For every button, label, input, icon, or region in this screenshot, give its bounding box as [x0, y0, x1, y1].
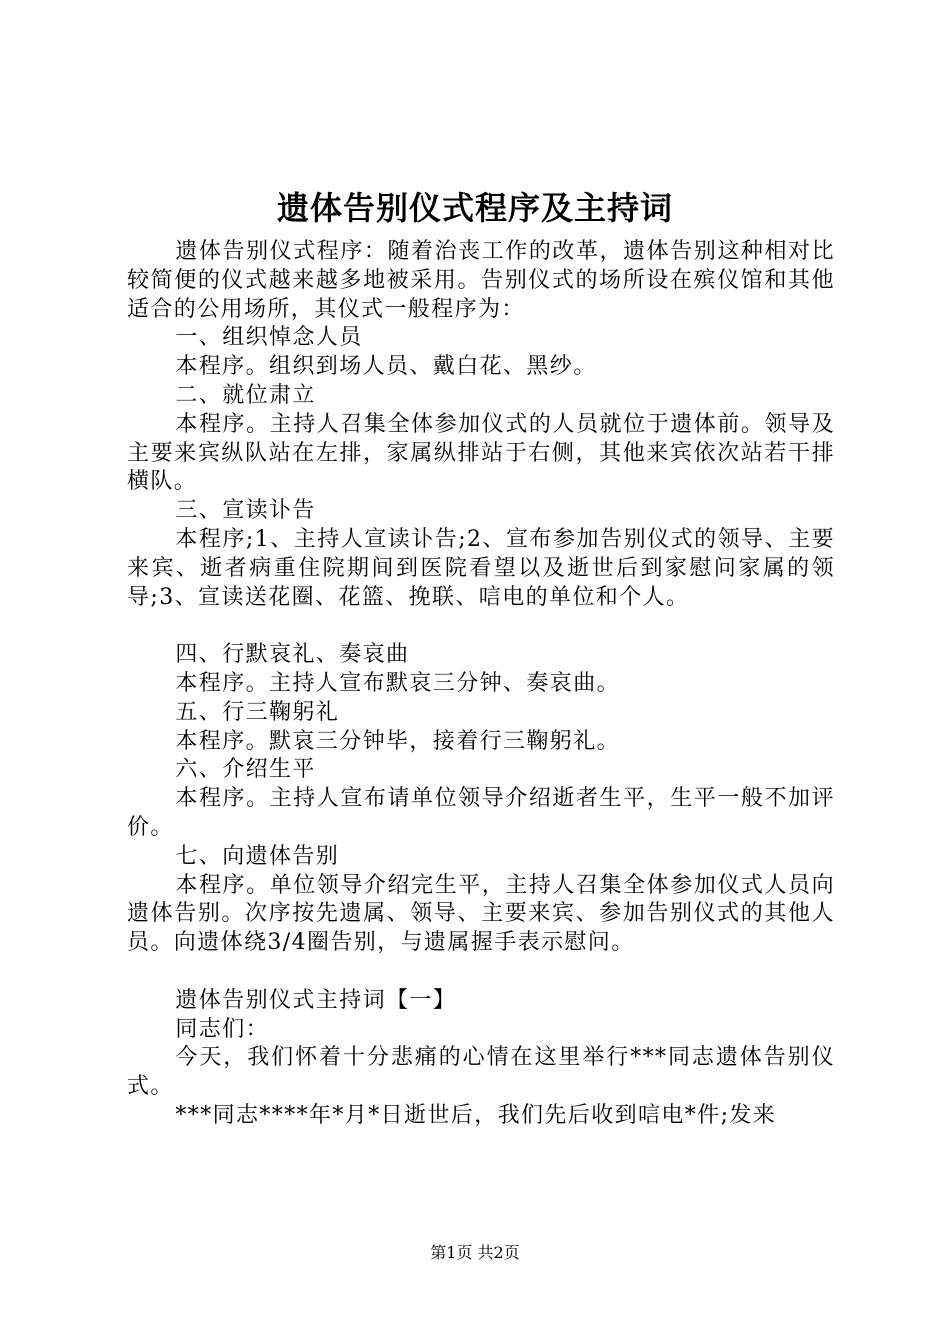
- paragraph: 本程序。主持人宣布请单位领导介绍逝者生平，生平一般不加评价。: [127, 786, 835, 840]
- section-heading: 四、行默哀礼、奏哀曲: [175, 642, 410, 668]
- section-heading: 二、就位肃立: [175, 382, 316, 408]
- paragraph: ***同志****年*月*日逝世后，我们先后收到唁电*件;发来: [175, 1102, 777, 1128]
- paragraph: 今天，我们怀着十分悲痛的心情在这里举行***同志遗体告别仪式。: [127, 1045, 835, 1100]
- section-heading: 七、向遗体告别: [175, 843, 340, 869]
- paragraph: 本程序。主持人召集全体参加仪式的人员就位于遗体前。领导及主要来宾纵队站在左排，家属纵排站于右侧，其他来宾依次站若干排横队。: [127, 411, 835, 495]
- document-title: 遗体告别仪式程序及主持词: [276, 189, 673, 227]
- blank-line: [127, 612, 835, 641]
- blank-line: [127, 958, 835, 987]
- paragraph: 本程序。主持人宣布默哀三分钟、奏哀曲。: [175, 670, 620, 696]
- section-heading: 遗体告别仪式主持词【一】: [175, 987, 457, 1013]
- section-heading: 三、宣读讣告: [175, 498, 316, 524]
- page-number: 第1页 共2页: [430, 1243, 520, 1262]
- paragraph: 本程序;1、主持人宣读讣告;2、宣布参加告别仪式的领导、主要来宾、逝者病重住院期间到医院看望以及逝世后到家慰问家属的领导;3、宣读送花圈、花篮、挽联、唁电的单位和个人。: [127, 526, 835, 610]
- section-heading: 六、介绍生平: [175, 757, 316, 783]
- salutation: 同志们：: [175, 1016, 269, 1042]
- section-heading: 五、行三鞠躬礼: [175, 699, 340, 725]
- paragraph: 本程序。组织到场人员、戴白花、黑纱。: [175, 354, 597, 380]
- paragraph: 本程序。默哀三分钟毕，接着行三鞠躬礼。: [175, 728, 620, 754]
- paragraph: 本程序。单位领导介绍完生平，主持人召集全体参加仪式人员向遗体告别。次序按先遗属、领导、主要来宾、参加告别仪式的其他人员。向遗体绕3/4圈告别，与遗属握手表示慰问。: [127, 872, 835, 956]
- paragraph: 遗体告别仪式程序：随着治丧工作的改革，遗体告别这种相对比较简便的仪式越来越多地被采用。告别仪式的场所设在殡仪馆和其他适合的公用场所，其仪式一般程序为：: [127, 239, 835, 322]
- document-body: [127, 238, 835, 1131]
- section-heading: 一、组织悼念人员: [175, 325, 363, 351]
